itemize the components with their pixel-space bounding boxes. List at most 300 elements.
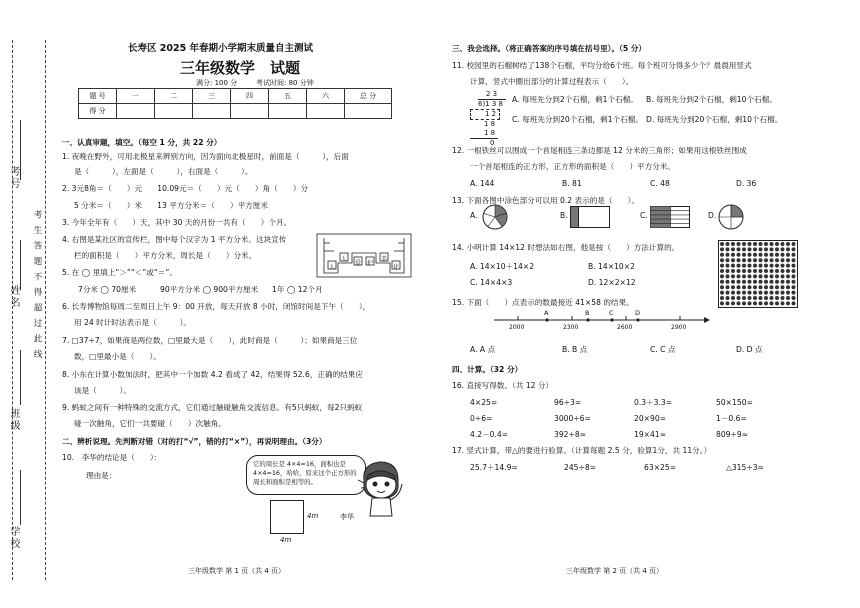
dot-grid-dot <box>775 264 779 268</box>
dot-grid-dot <box>764 258 768 262</box>
score-table <box>78 88 392 119</box>
question-15-option-b[interactable]: B. B 点 <box>562 345 588 354</box>
dot-grid-dot <box>781 296 785 300</box>
dot-grid-dot <box>792 274 796 278</box>
school-line <box>20 470 21 525</box>
question-11-option-a[interactable]: A. 每班先分到2个石榴，剩1个石榴。 <box>512 95 638 104</box>
question-12-option-d[interactable]: D. 36 <box>736 179 757 188</box>
dot-grid-dot <box>764 301 768 305</box>
question-15-option-c[interactable]: C. C 点 <box>650 345 676 354</box>
dot-grid-dot <box>781 280 785 284</box>
dot-grid-dot <box>742 274 746 278</box>
dot-grid-dot <box>753 280 757 284</box>
lihua-name: 李华 <box>340 513 354 521</box>
question-13-figure-c <box>650 206 690 228</box>
dot-grid-dot <box>731 280 735 284</box>
section-1-title: 一、认真审题，填空。（每空 1 分，共 22 分） <box>62 138 222 147</box>
dot-grid-dot <box>792 280 796 284</box>
score-cell: 题 号 <box>79 89 117 104</box>
score-input[interactable] <box>155 104 193 119</box>
dot-grid-dot <box>726 291 730 295</box>
dot-grid-dot <box>748 301 752 305</box>
dot-grid-dot <box>786 301 790 305</box>
mental-math-item: 1－0.6= <box>716 414 747 423</box>
dot-grid-dot <box>726 296 730 300</box>
dot-grid-dot <box>748 258 752 262</box>
dot-grid-dot <box>770 280 774 284</box>
number-line-point-label: A <box>544 309 549 317</box>
number-line-tick-label: 2300 <box>563 324 579 331</box>
question-6-line-1: 6. 长寿博物馆每周二至周日上午 9：00 开放，每天开放 8 小时，闭馆时间是下午（ ）， <box>62 302 371 311</box>
dot-grid-dot <box>731 285 735 289</box>
vertical-calc-item: 25.7＋14.9= <box>470 463 518 472</box>
question-11-line-1: 11. 校园里的石榴树结了138个石榴，平均分给6个班。每个班可分得多少个？晨晨用竖式 <box>452 61 752 70</box>
dot-grid-dot <box>720 242 724 246</box>
dot-grid-dot <box>770 296 774 300</box>
question-14-option-b[interactable]: B. 14×10×2 <box>588 262 635 271</box>
vertical-calc-item: 63×25= <box>644 463 677 472</box>
dot-grid-dot <box>737 291 741 295</box>
question-7-line-2: 数，□里最小是（ ）。 <box>74 352 161 361</box>
dot-grid-dot <box>781 253 785 257</box>
dot-grid-dot <box>742 253 746 257</box>
dot-grid-dot <box>786 253 790 257</box>
dot-grid-dot <box>764 264 768 268</box>
dot-grid-frame <box>719 241 798 308</box>
question-13: 13. 下面各图中涂色部分可以用 0.2 表示的是（ ）。 <box>452 196 640 205</box>
dot-grid-dot <box>748 291 752 295</box>
division-line: 1 8 <box>470 129 498 139</box>
question-14-option-a[interactable]: A. 14×10＋14×2 <box>470 262 535 271</box>
question-11-option-d[interactable]: D. 每班先分到20个石榴，剩10个石榴。 <box>646 115 783 124</box>
question-15-number-line <box>490 308 710 338</box>
dot-grid-dot <box>737 285 741 289</box>
dot-grid-dot <box>764 269 768 273</box>
question-16: 16. 直接写得数。（共 12 分） <box>452 381 554 390</box>
dot-grid-dot <box>792 242 796 246</box>
dot-grid-dot <box>775 247 779 251</box>
dot-grid-dot <box>775 285 779 289</box>
dot-grid-dot <box>759 274 763 278</box>
dot-grid-dot <box>759 280 763 284</box>
dot-grid-dot <box>786 296 790 300</box>
question-13-figure-b <box>570 206 610 228</box>
dot-grid-dot <box>748 264 752 268</box>
dot-grid-dot <box>753 296 757 300</box>
number-line-point-label: D <box>635 309 641 317</box>
dot-grid-dot <box>726 264 730 268</box>
dot-grid-dot <box>781 274 785 278</box>
dot-grid-dot <box>737 269 741 273</box>
mental-math-item: 3000÷6= <box>554 414 591 423</box>
question-13-option-d[interactable]: D. <box>708 211 717 220</box>
dot-grid-dot <box>731 274 735 278</box>
score-input[interactable] <box>269 104 307 119</box>
dot-grid-dot <box>726 258 730 262</box>
dot-grid-dot <box>775 258 779 262</box>
mental-math-item: 4×25= <box>470 398 498 407</box>
question-2-line-2: 5 分米＝（ ）米 13 平方分米＝（ ）平方厘米 <box>74 201 268 210</box>
dot-grid-dot <box>748 242 752 246</box>
dot-grid-dot <box>726 242 730 246</box>
number-line-point-label: C <box>609 309 614 317</box>
dot-grid-dot <box>759 258 763 262</box>
mental-math-item: 0.3＋3.3= <box>634 398 673 407</box>
score-cell: 二 <box>155 89 193 104</box>
mental-math-item: 96÷3= <box>554 398 582 407</box>
exam-subject: 三年级数学 试题 <box>180 59 301 77</box>
dot-grid-dot <box>781 301 785 305</box>
dot-grid-dot <box>748 280 752 284</box>
mental-math-item: 392÷8≈ <box>554 430 587 439</box>
division-line: 1 2 <box>470 109 500 120</box>
dot-grid-dot <box>742 247 746 251</box>
section-3-title: 三、我会选择。（将正确答案的序号填在括号里）。（5 分） <box>452 44 646 53</box>
name-label: 姓名 <box>8 285 19 309</box>
question-12-option-b[interactable]: B. 81 <box>562 179 582 188</box>
dot-grid-dot <box>731 258 735 262</box>
question-10: 10. 李华的结论是（ ）： <box>62 453 162 462</box>
question-12-line-2: 一个首尾相连的正方形，正方形的面积是（ ）平方分米。 <box>470 162 676 171</box>
dot-grid-dot <box>775 242 779 246</box>
dot-grid-dot <box>737 301 741 305</box>
dot-grid-dot <box>726 280 730 284</box>
dot-grid-dot <box>759 285 763 289</box>
class-label: 班级 <box>8 408 19 432</box>
dot-grid-dot <box>792 264 796 268</box>
dot-grid-dot <box>781 269 785 273</box>
compare-item-1: 7分米 ◯ 70厘米 <box>78 285 137 294</box>
dot-grid-dot <box>720 280 724 284</box>
question-12-option-a[interactable]: A. 144 <box>470 179 495 188</box>
dot-grid-dot <box>792 258 796 262</box>
dot-grid-dot <box>792 296 796 300</box>
dot-grid-dot <box>759 264 763 268</box>
dot-grid-dot <box>731 264 735 268</box>
question-7-line-1: 7. □37÷7，如果商是两位数，□里最大是（ ），此时商是（ ）；如果商是三位 <box>62 336 358 345</box>
score-cell: 一 <box>117 89 155 104</box>
dot-grid-dot <box>720 291 724 295</box>
board-char: 爱 <box>355 260 362 267</box>
question-11-option-b[interactable]: B. 每班先分到2个石榴，剩10个石榴。 <box>646 95 777 104</box>
vertical-calc-item: 245÷8= <box>564 463 597 472</box>
question-8-line-1: 8. 小东在计算小数加法时，把其中一个加数 4.2 看成了 42，结果得 52.6，正确的结果应 <box>62 370 363 379</box>
dot-grid-dot <box>781 291 785 295</box>
page-2-footer: 三年级数学 第 2 页（共 4 页） <box>566 567 664 575</box>
school-label: 学校 <box>8 526 19 550</box>
score-input[interactable] <box>307 104 345 119</box>
dot-grid-dot <box>764 291 768 295</box>
question-12-line-1: 12. 一根铁丝可以围成一个首尾相连三条边都是 12 分米的三角形；如果用这根铁丝围成 <box>452 146 747 155</box>
question-15-option-a[interactable]: A. A 点 <box>470 345 496 354</box>
mental-math-item: 0÷6= <box>470 414 493 423</box>
dot-grid-dot <box>720 253 724 257</box>
dot-grid-dot <box>737 264 741 268</box>
dot-grid-dot <box>753 258 757 262</box>
dot-grid-dot <box>742 269 746 273</box>
dot-grid-dot <box>737 258 741 262</box>
dot-grid-dot <box>781 258 785 262</box>
dot-grid-dot <box>770 253 774 257</box>
dot-grid-dot <box>786 274 790 278</box>
dot-grid-dot <box>737 280 741 284</box>
dot-grid-dot <box>781 264 785 268</box>
score-table-score-row <box>79 104 392 119</box>
long-division-figure <box>470 90 506 150</box>
dot-grid-dot <box>737 274 741 278</box>
division-line: 0 <box>490 139 495 147</box>
dot-grid-dot <box>764 296 768 300</box>
number-line-tick-label: 2600 <box>617 324 633 331</box>
dot-grid-dot <box>759 253 763 257</box>
question-6-line-2: 用 24 时计时法表示是（ ）。 <box>74 318 192 327</box>
dot-grid-dot <box>764 280 768 284</box>
dot-grid-dot <box>753 253 757 257</box>
dot-grid-dot <box>720 247 724 251</box>
section-2-title: 二、辨析说理。先判断对错（对的打“√”，错的打“×”），再说明理由。（3分） <box>62 437 327 446</box>
question-9-line-2: 碰一次触角，它们一共要碰（ ）次触角。 <box>74 419 226 428</box>
dot-grid-dot <box>775 274 779 278</box>
duration: 考试时间: 80 分钟 <box>256 79 314 87</box>
dot-grid-dot <box>720 269 724 273</box>
score-cell: 五 <box>269 89 307 104</box>
question-12-option-c[interactable]: C. 48 <box>650 179 670 188</box>
score-input[interactable] <box>117 104 155 119</box>
dot-grid-dot <box>737 242 741 246</box>
dot-grid-dot <box>742 242 746 246</box>
binding-line-1 <box>12 40 13 580</box>
dot-grid-dot <box>720 296 724 300</box>
dot-grid-dot <box>775 296 779 300</box>
score-input[interactable] <box>193 104 231 119</box>
board-char: 化 <box>393 264 400 271</box>
dot-grid-dot <box>786 285 790 289</box>
division-line: 6)1 3 8 <box>478 99 506 109</box>
dot-grid-dot <box>720 264 724 268</box>
dot-grid-dot <box>753 274 757 278</box>
question-1-line-1: 1. 夜晚在野外，可用北极星来辨别方向，因为面向北极星时，前面是（ ），后面 <box>62 152 349 161</box>
dot-grid-dot <box>786 247 790 251</box>
dot-grid-dot <box>731 253 735 257</box>
score-input[interactable] <box>345 104 392 119</box>
dot-grid-dot <box>737 296 741 300</box>
dot-grid-dot <box>748 269 752 273</box>
bulletin-board-figure <box>316 233 412 278</box>
square-figure <box>270 500 304 534</box>
full-score: 满分: 100 分 <box>196 79 238 87</box>
dot-grid-dot <box>726 285 730 289</box>
dot-grid-dot <box>764 253 768 257</box>
dot-grid-dot <box>770 258 774 262</box>
dot-grid-dot <box>781 242 785 246</box>
dot-grid-dot <box>759 291 763 295</box>
dot-grid-dot <box>770 247 774 251</box>
dot-grid-dot <box>720 274 724 278</box>
dot-grid-dot <box>792 247 796 251</box>
vertical-calc-item: △315÷3= <box>726 463 764 472</box>
speech-bubble <box>246 455 366 495</box>
dot-grid-dot <box>786 280 790 284</box>
dot-grid-dot <box>786 242 790 246</box>
compare-item-2: 90平方分米 ◯ 900平方厘米 <box>160 285 259 294</box>
question-13-option-c[interactable]: C. <box>640 211 648 220</box>
reason-label: 理由是： <box>86 471 117 480</box>
class-line <box>20 350 21 405</box>
mental-math-item: 20×90= <box>634 414 667 423</box>
dot-grid-dot <box>781 247 785 251</box>
dot-grid-dot <box>748 285 752 289</box>
dot-grid-dot <box>759 269 763 273</box>
board-char: 美 <box>381 256 388 263</box>
dot-grid-dot <box>753 247 757 251</box>
question-14-option-c[interactable]: C. 14×4×3 <box>470 278 513 287</box>
question-4-line-2: 栏的面积是（ ）平方分米，周长是（ ）分米。 <box>74 251 257 260</box>
question-9-line-1: 9. 蚂蚁之间有一种特殊的交流方式，它们通过触碰触角交流信息。有5只蚂蚁，每2只蚂蚁 <box>62 403 363 412</box>
board-char: 人 <box>341 256 348 263</box>
dot-grid-dot <box>759 301 763 305</box>
dot-grid-dot <box>775 269 779 273</box>
dot-grid-dot <box>770 301 774 305</box>
dot-grid-dot <box>753 269 757 273</box>
question-11-line-2: 计算，竖式中圈出部分的计算过程表示（ ）。 <box>470 77 634 86</box>
score-input[interactable] <box>231 104 269 119</box>
dot-grid-dot <box>770 269 774 273</box>
binding-line-2 <box>45 40 46 580</box>
dot-grid-dot <box>792 253 796 257</box>
question-1-line-2: 是（ ），左面是（ ），右面是（ ）。 <box>74 167 253 176</box>
board-char: 护 <box>367 260 374 267</box>
question-15-option-d[interactable]: D. D 点 <box>736 345 763 354</box>
dot-grid-dot <box>770 291 774 295</box>
dot-grid-dot <box>748 274 752 278</box>
dot-grid-dot <box>748 253 752 257</box>
question-13-figure-a <box>482 204 508 230</box>
dot-grid-dot <box>753 264 757 268</box>
question-14-dot-grid <box>718 240 798 308</box>
dot-grid-dot <box>792 301 796 305</box>
dot-grid-dot <box>753 301 757 305</box>
dot-grid-dot <box>753 242 757 246</box>
question-13-option-b[interactable]: B. <box>560 211 568 220</box>
question-3: 3. 今年全年有（ ）天，其中 30 天的月份一共有（ ）个月。 <box>62 218 292 227</box>
dot-grid-dot <box>742 296 746 300</box>
dot-grid-dot <box>748 296 752 300</box>
board-char: 人 <box>329 264 336 271</box>
question-13-figure-d <box>718 204 744 230</box>
question-11-option-c[interactable]: C. 每班先分到20个石榴，剩1个石榴。 <box>512 115 643 124</box>
division-line: 1 8 <box>484 120 496 128</box>
dot-grid-dot <box>720 258 724 262</box>
mental-math-item: 19×41≈ <box>634 430 667 439</box>
mental-math-item: 50×150= <box>716 398 753 407</box>
exam-no-label: 考号 <box>8 166 19 190</box>
dot-grid-dot <box>726 269 730 273</box>
dot-grid-dot <box>764 285 768 289</box>
dot-grid-dot <box>742 280 746 284</box>
score-table-header-row <box>79 89 392 104</box>
score-cell: 总 分 <box>345 89 392 104</box>
dot-grid-dot <box>770 274 774 278</box>
dot-grid-dot <box>786 264 790 268</box>
dot-grid-dot <box>737 247 741 251</box>
question-4-line-1: 4. 右图是某社区的宣传栏，图中每个汉字为 1 平方分米。这块宣传 <box>62 235 287 244</box>
dot-grid-dot <box>764 247 768 251</box>
number-line-tick-label: 2000 <box>509 324 525 331</box>
dot-grid-dot <box>770 242 774 246</box>
dot-grid-dot <box>726 247 730 251</box>
dot-grid-dot <box>726 274 730 278</box>
dot-grid-dot <box>731 291 735 295</box>
dot-grid-dot <box>742 291 746 295</box>
dot-grid-dot <box>748 247 752 251</box>
dot-grid-dot <box>731 247 735 251</box>
dot-grid-dot <box>770 264 774 268</box>
dot-grid-dot <box>792 285 796 289</box>
dot-grid-dot <box>742 301 746 305</box>
question-17: 17. 竖式计算，带△的要进行验算。（计算每题 2.5 分，验算1分，共 11分。） <box>452 446 712 455</box>
question-2-line-1: 2. 3元8角＝（ ）元 10.09元＝（ ）元（ ）角（ ）分 <box>62 184 309 193</box>
name-line <box>20 240 21 290</box>
dot-grid-dot <box>775 301 779 305</box>
dot-grid-dot <box>731 242 735 246</box>
dot-grid-dot <box>781 285 785 289</box>
dot-grid-dot <box>742 258 746 262</box>
dot-grid-dot <box>764 242 768 246</box>
score-cell: 得 分 <box>79 104 117 119</box>
square-bottom-label: 4m <box>280 536 292 544</box>
dot-grid-dot <box>792 269 796 273</box>
dot-grid-dot <box>759 247 763 251</box>
question-15: 15. 下面（ ）点表示的数最接近 41×58 的结果。 <box>452 298 634 307</box>
number-line-tick-label: 2900 <box>671 324 687 331</box>
dot-grid-dot <box>775 280 779 284</box>
dot-grid-dot <box>720 285 724 289</box>
answer-boundary-notice: 考生答题不得超过此线 <box>32 210 42 365</box>
page-1-footer: 三年级数学 第 1 页（共 4 页） <box>188 567 286 575</box>
dot-grid-dot <box>759 296 763 300</box>
dot-grid-dot <box>775 253 779 257</box>
mental-math-item: 4.2－0.4= <box>470 430 509 439</box>
dot-grid-dot <box>792 291 796 295</box>
dot-grid-dot <box>720 301 724 305</box>
question-14-option-d[interactable]: D. 12×2×12 <box>588 278 636 287</box>
score-cell: 三 <box>193 89 231 104</box>
dot-grid-dot <box>770 285 774 289</box>
square-side-label: 4m <box>307 512 319 520</box>
dot-grid-dot <box>731 301 735 305</box>
lihua-illustration <box>358 458 406 520</box>
dot-grid-dot <box>753 285 757 289</box>
dot-grid-dot <box>786 258 790 262</box>
division-line: 2 3 <box>486 90 498 98</box>
dot-grid-dot <box>726 253 730 257</box>
dot-grid-dot <box>786 269 790 273</box>
exam-title: 长寿区 2025 年春期小学期末质量自主测试 <box>128 43 314 54</box>
question-8-line-2: 该是（ ）。 <box>74 386 131 395</box>
speech-bubble-text: 它的周长是 4×4=16，面积也是 4×4=16，哈哈，原来这个正方形的周长和面积是相等的。 <box>253 460 357 486</box>
number-line-point-label: B <box>585 309 590 317</box>
dot-grid-dot <box>731 296 735 300</box>
score-cell: 四 <box>231 89 269 104</box>
dot-grid-dot <box>737 253 741 257</box>
exam-no-line <box>20 120 21 180</box>
question-13-option-a[interactable]: A. <box>470 211 478 220</box>
mental-math-item: 809÷9≈ <box>716 430 749 439</box>
question-14: 14. 小明计算 14×12 时想法如右图，他是按（ ）方法计算的。 <box>452 243 680 252</box>
dot-grid-dot <box>753 291 757 295</box>
dot-grid-dot <box>726 301 730 305</box>
dot-grid-dot <box>742 285 746 289</box>
